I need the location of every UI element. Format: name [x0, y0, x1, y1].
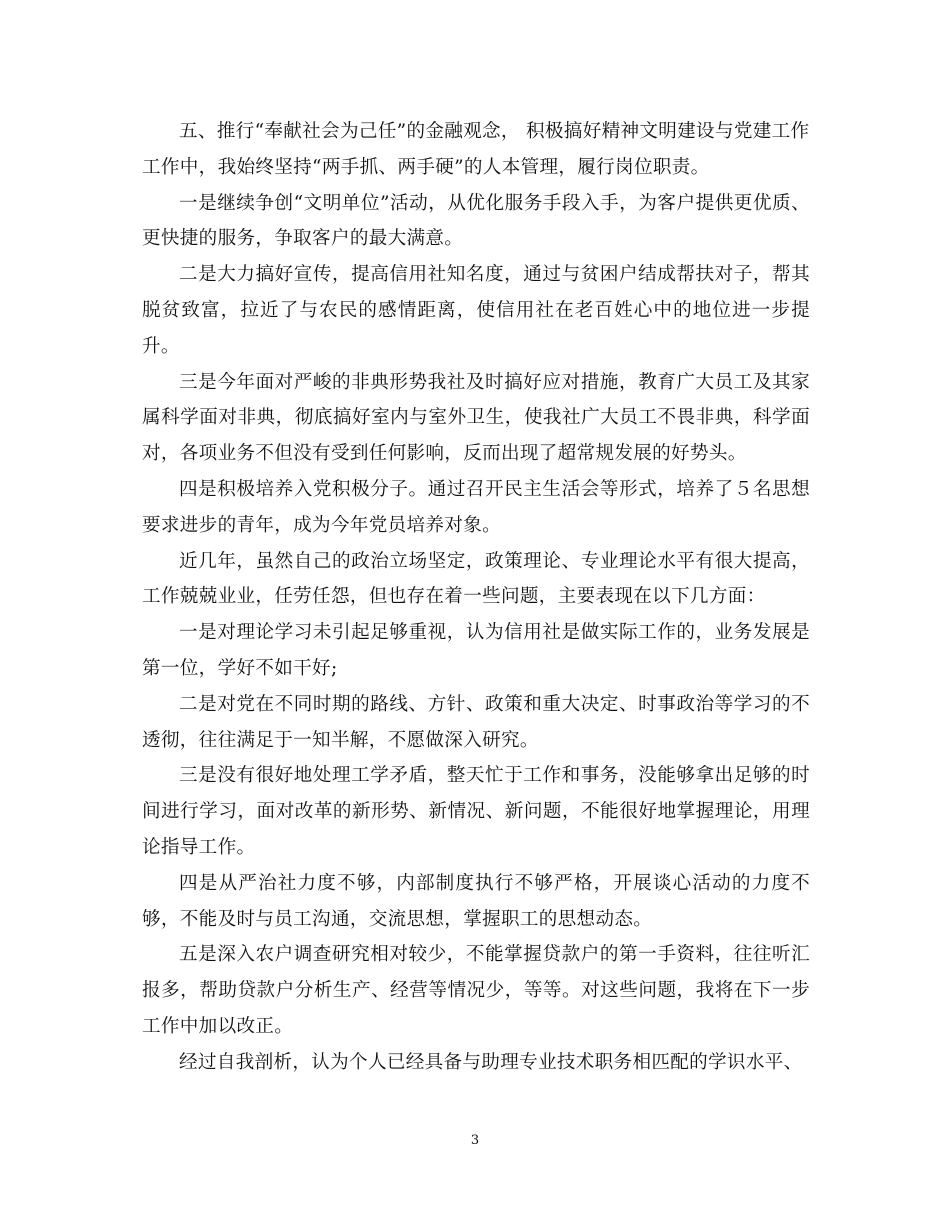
paragraph-publicity: 二是大力搞好宣传，提高信用社知名度，通过与贫困户结成帮扶对子，帮其脱贫致富，拉近了与农民的感情距离，使信用社在老百姓心中的地位进一步提升。: [142, 264, 810, 357]
paragraph-theory-study: 一是对理论学习未引起足够重视，认为信用社是做实际工作的，业务发展是第一位，学好不如干好;: [142, 622, 810, 679]
paragraph-policy-study: 二是对党在不同时期的路线、方针、政策和重大决定、时事政治等学习的不透彻，往往满足于一知半解，不愿做深入研究。: [142, 693, 810, 751]
paragraph-shortcomings-intro: 近几年，虽然自己的政治立场坚定，政策理论、专业理论水平有很大提高，工作兢兢业业，任劳任怨，但也存在着一些问题，主要表现在以下几方面：: [142, 550, 810, 608]
paragraph-strict-management: 四是从严治社力度不够，内部制度执行不够严格，开展谈心活动的力度不够，不能及时与员工沟通，交流思想，掌握职工的思想动态。: [142, 872, 810, 930]
page-number: 3: [470, 1133, 480, 1148]
paragraph-field-research: 五是深入农户调查研究相对较少，不能掌握贷款户的第一手资料，往往听汇报多，帮助贷款户分析生产、经营等情况少，等等。对这些问题，我将在下一步工作中加以改正。: [142, 944, 810, 1037]
paragraph-work-study-balance: 三是没有很好地处理工学矛盾，整天忙于工作和事务，没能够拿出足够的时间进行学习，面对改革的新形势、新情况、新问题，不能很好地掌握理论，用理论指导工作。: [142, 765, 810, 858]
document-body: [142, 114, 810, 1081]
paragraph-section-five-heading: 五、推行“奉献社会为己任”的金融观念， 积极搞好精神文明建设与党建工作: [179, 121, 810, 142]
paragraph-party-activists: 四是积极培养入党积极分子。通过召开民主生活会等形式，培养了５名思想要求进步的青年，成为今年党员培养对象。: [142, 478, 810, 536]
paragraph-civilized-unit: 一是继续争创“文明单位”活动，从优化服务手段入手，为客户提供更优质、更快捷的服务，争取客户的最大满意。: [142, 192, 810, 250]
paragraph-self-analysis: 经过自我剖析，认为个人已经具备与助理专业技术职务相匹配的学识水平、: [179, 1051, 803, 1073]
paragraph-work-principle: 工作中，我始终坚持“两手抓、两手硬”的人本管理，履行岗位职责。: [142, 156, 710, 178]
paragraph-sars-response: 三是今年面对严峻的非典形势我社及时搞好应对措施，教育广大员工及其家属科学面对非典，彻底搞好室内与室外卫生，使我社广大员工不畏非典，科学面对，各项业务不但没有受到任何影响，反而出现了超常规发展的好势头。: [142, 371, 810, 465]
